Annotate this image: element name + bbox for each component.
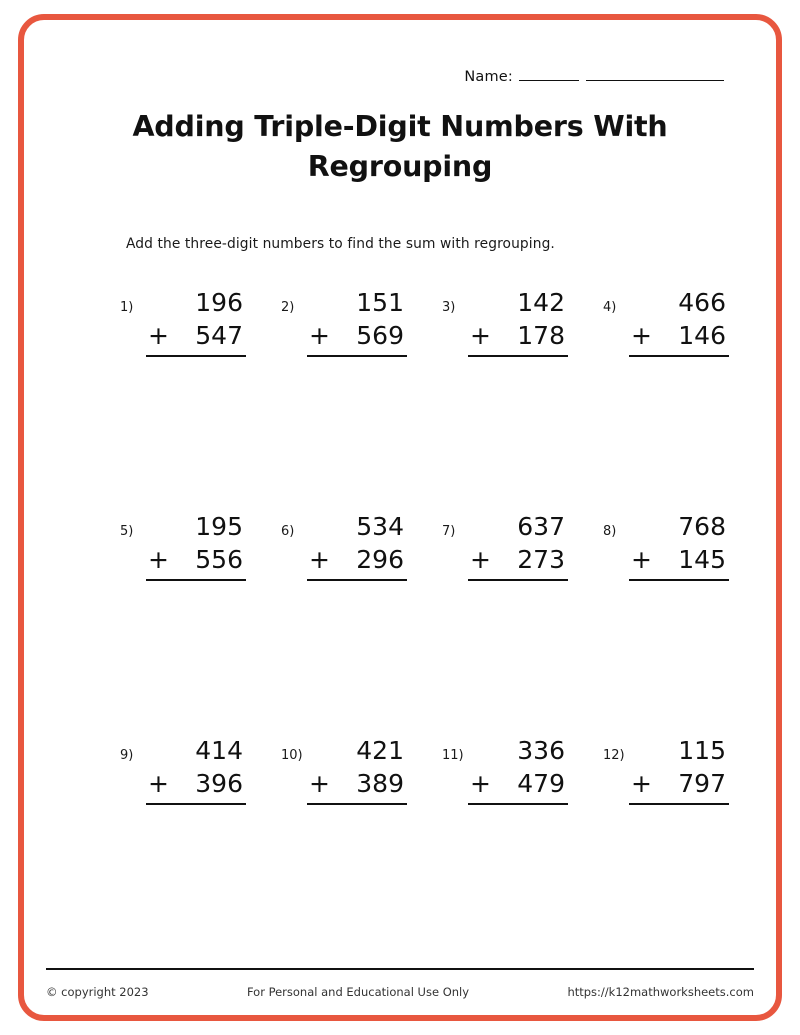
addend-top: 336	[517, 735, 565, 765]
addend-top: 421	[356, 735, 404, 765]
problem-cell	[442, 286, 603, 510]
problem-4	[603, 286, 764, 357]
problem-index: 3)	[442, 299, 456, 315]
footer	[46, 985, 754, 999]
addend-bottom: 479	[517, 768, 565, 798]
addend-bottom-row	[629, 767, 729, 805]
problem-cell	[442, 510, 603, 734]
addend-top: 151	[356, 287, 404, 317]
addend-bottom: 389	[356, 768, 404, 798]
footer-divider	[46, 968, 754, 970]
problem-cell	[120, 510, 281, 734]
problem-cell	[442, 734, 603, 805]
footer-website-link[interactable]: https://k12mathworksheets.com	[567, 985, 754, 999]
problem-6	[281, 510, 442, 581]
problem-index: 8)	[603, 523, 617, 539]
problem-1	[120, 286, 281, 357]
worksheet-border	[18, 14, 782, 1021]
problem-row	[120, 734, 780, 805]
plus-sign: +	[309, 544, 330, 574]
addend-bottom: 146	[678, 320, 726, 350]
addend-top: 637	[517, 511, 565, 541]
problem-5	[120, 510, 281, 581]
problem-stack	[307, 510, 407, 581]
addend-top: 414	[195, 735, 243, 765]
plus-sign: +	[631, 544, 652, 574]
addend-top: 196	[195, 287, 243, 317]
problem-cell	[120, 734, 281, 805]
problem-9	[120, 734, 281, 805]
plus-sign: +	[148, 320, 169, 350]
problem-row	[120, 510, 780, 734]
problem-index: 10)	[281, 747, 303, 763]
problem-2	[281, 286, 442, 357]
worksheet-content	[24, 20, 776, 1015]
problem-cell	[281, 286, 442, 510]
name-field-row	[68, 66, 724, 85]
plus-sign: +	[470, 768, 491, 798]
addend-bottom-row	[629, 319, 729, 357]
problem-stack	[146, 286, 246, 357]
name-label: Name:	[464, 69, 513, 85]
addend-bottom: 547	[195, 320, 243, 350]
problem-stack	[468, 286, 568, 357]
problem-stack	[629, 734, 729, 805]
addend-bottom-row	[307, 767, 407, 805]
addend-bottom-row	[307, 543, 407, 581]
addend-top: 195	[195, 511, 243, 541]
plus-sign: +	[309, 768, 330, 798]
problem-row	[120, 286, 780, 510]
problem-index: 6)	[281, 523, 295, 539]
problem-stack	[307, 286, 407, 357]
problem-cell	[603, 286, 764, 510]
addend-bottom: 569	[356, 320, 404, 350]
problem-cell	[281, 510, 442, 734]
problem-12	[603, 734, 764, 805]
addend-bottom-row	[146, 319, 246, 357]
plus-sign: +	[470, 320, 491, 350]
addend-bottom-row	[146, 543, 246, 581]
problem-index: 2)	[281, 299, 295, 315]
addend-bottom: 296	[356, 544, 404, 574]
problem-index: 12)	[603, 747, 625, 763]
plus-sign: +	[148, 768, 169, 798]
problem-index: 11)	[442, 747, 464, 763]
problem-stack	[146, 734, 246, 805]
addend-bottom-row	[468, 543, 568, 581]
addend-bottom-row	[468, 767, 568, 805]
problem-index: 7)	[442, 523, 456, 539]
problem-7	[442, 510, 603, 581]
problem-cell	[603, 734, 764, 805]
problem-cell	[120, 286, 281, 510]
problem-index: 9)	[120, 747, 134, 763]
addend-top: 115	[678, 735, 726, 765]
addend-bottom-row	[146, 767, 246, 805]
name-input-short[interactable]	[519, 66, 579, 81]
problem-3	[442, 286, 603, 357]
addend-top: 534	[356, 511, 404, 541]
addend-bottom: 797	[678, 768, 726, 798]
addend-bottom-row	[307, 319, 407, 357]
problem-index: 5)	[120, 523, 134, 539]
problem-index: 4)	[603, 299, 617, 315]
plus-sign: +	[148, 544, 169, 574]
name-input-long[interactable]	[586, 66, 724, 81]
addend-bottom: 396	[195, 768, 243, 798]
problem-index: 1)	[120, 299, 134, 315]
page-title: Adding Triple-Digit Numbers With Regrouping	[132, 110, 668, 184]
plus-sign: +	[631, 320, 652, 350]
problem-11	[442, 734, 603, 805]
addend-top: 466	[678, 287, 726, 317]
problem-stack	[146, 510, 246, 581]
addend-bottom-row	[629, 543, 729, 581]
plus-sign: +	[309, 320, 330, 350]
problem-grid	[120, 286, 780, 805]
problem-cell	[281, 734, 442, 805]
problem-stack	[468, 734, 568, 805]
instruction-text: Add the three-digit numbers to find the sum with regrouping.	[126, 235, 555, 252]
addend-top: 142	[517, 287, 565, 317]
addend-bottom: 273	[517, 544, 565, 574]
problem-stack	[629, 510, 729, 581]
footer-usage-note: For Personal and Educational Use Only	[246, 985, 470, 999]
plus-sign: +	[470, 544, 491, 574]
problem-stack	[468, 510, 568, 581]
addend-bottom: 145	[678, 544, 726, 574]
problem-cell	[603, 510, 764, 734]
addend-top: 768	[678, 511, 726, 541]
problem-10	[281, 734, 442, 805]
addend-bottom: 556	[195, 544, 243, 574]
problem-stack	[629, 286, 729, 357]
problem-stack	[307, 734, 407, 805]
plus-sign: +	[631, 768, 652, 798]
footer-copyright: © copyright 2023	[46, 985, 149, 999]
addend-bottom: 178	[517, 320, 565, 350]
addend-bottom-row	[468, 319, 568, 357]
problem-8	[603, 510, 764, 581]
